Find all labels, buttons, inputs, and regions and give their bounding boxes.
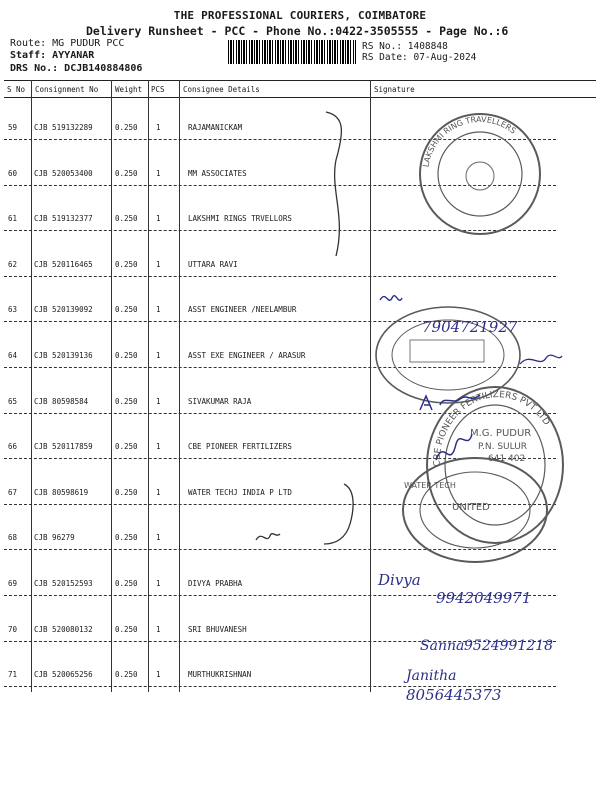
col-divider-sno (31, 80, 32, 692)
row-separator (4, 504, 556, 505)
row-consignee: WATER TECHJ INDIA P LTD (188, 487, 292, 497)
rs-date: RS Date: 07-Aug-2024 (362, 52, 477, 63)
row-pcs: 1 (156, 396, 161, 406)
staff-label: Staff: AYYANAR (10, 50, 95, 61)
row-sno: 59 (8, 123, 18, 132)
row-weight: 0.250 (115, 396, 138, 406)
row-separator (4, 230, 556, 231)
row-weight: 0.250 (115, 533, 138, 543)
row-weight: 0.250 (115, 442, 138, 452)
row-separator (4, 367, 556, 368)
pudur-stamp-line1: M.G. PUDUR (470, 428, 532, 439)
col-divider-weight (148, 80, 149, 692)
row-weight: 0.250 (115, 214, 138, 224)
row-pcs: 1 (156, 168, 161, 178)
row-consignee: RAJAMANICKAM (188, 123, 243, 132)
row-sno: 61 (8, 214, 18, 224)
row-consignee: MURTHUKRISHNAN (188, 670, 252, 680)
row-consignee: LAKSHMI RINGS TRVELLORS (188, 214, 292, 224)
row-weight: 0.250 (115, 579, 138, 588)
row-consignment-no: CJB 519132377 (34, 214, 93, 224)
route-label: Route: MG PUDUR PCC (10, 38, 125, 49)
row-consignment-no: CJB 520139136 (34, 351, 93, 360)
row-separator (4, 549, 556, 550)
row-consignment-no: CJB 520139092 (34, 305, 93, 315)
row-consignment-no: CJB 520053400 (34, 168, 93, 178)
handwritten-phone-1: 7904721927 (422, 318, 518, 336)
company-title: THE PROFESSIONAL COURIERS, COIMBATORE (173, 9, 427, 22)
row-weight: 0.250 (115, 487, 138, 497)
row-pcs: 1 (156, 487, 161, 497)
handwritten-name-3: Janitha (406, 668, 457, 684)
signature-row65 (420, 395, 480, 410)
row-separator (4, 686, 556, 687)
row-weight: 0.250 (115, 168, 138, 178)
row-sno: 65 (8, 396, 18, 406)
row-consignment-no: CJB 520065256 (34, 670, 93, 680)
row-separator (4, 595, 556, 596)
row-sno: 69 (8, 579, 18, 588)
row-consignee: SIVAKUMAR RAJA (188, 396, 252, 406)
row-pcs: 1 (156, 351, 161, 360)
row-sno: 63 (8, 305, 18, 315)
handwritten-name-1: Divya (378, 571, 421, 589)
row-sno: 70 (8, 624, 18, 634)
water-tech-stamp (403, 458, 547, 562)
row-separator (4, 458, 556, 459)
row-consignment-no: CJB 80598619 (34, 487, 89, 497)
col-header-pcs: PCS (151, 85, 165, 94)
signature-row66 (436, 434, 472, 460)
signature-row64 (520, 355, 562, 364)
row-sno: 60 (8, 168, 18, 178)
row-weight: 0.250 (115, 670, 138, 680)
pudur-stamp-line3: 641 402 (488, 454, 526, 464)
row-sno: 64 (8, 351, 18, 360)
row-pcs: 1 (156, 624, 161, 634)
row-consignee: ASST ENGINEER /NEELAMBUR (188, 305, 297, 315)
runsheet-subtitle: Delivery Runsheet - PCC - Phone No.:0422-3505555 - Page No.:6 (86, 24, 509, 38)
row-weight: 0.250 (115, 123, 138, 132)
col-header-signature: Signature (374, 85, 415, 94)
drs-number: DRS No.: DCJB140884806 (10, 63, 143, 74)
row-pcs: 1 (156, 533, 161, 543)
table-header-rule (4, 97, 596, 98)
handwritten-phone-2: 9942049971 (436, 589, 532, 607)
bracket-row67 (324, 484, 353, 544)
row-consignment-no: CJB 520117859 (34, 442, 93, 452)
col-divider-consignment (111, 80, 112, 692)
col-divider-consignee (370, 80, 371, 692)
row-consignee: MM ASSOCIATES (188, 168, 247, 178)
row-consignee: ASST EXE ENGINEER / ARASUR (188, 351, 306, 360)
handwritten-name-2: Sanna (420, 638, 465, 654)
row-consignee: UTTARA RAVI (188, 259, 238, 269)
row-sno: 66 (8, 442, 18, 452)
row-pcs: 1 (156, 579, 161, 588)
handwritten-phone-4: 8056445373 (406, 686, 502, 704)
row-sno: 62 (8, 259, 18, 269)
lakshmi-stamp (420, 114, 540, 234)
row-consignment-no: CJB 80598584 (34, 396, 89, 406)
row-consignee: DIVYA PRABHA (188, 579, 243, 588)
water-tech-stamp-text: WATER TECH (404, 481, 456, 490)
table-top-rule (4, 80, 596, 81)
row-separator (4, 321, 556, 322)
pioneer-stamp (427, 387, 563, 543)
handwritten-phone-3: 9524991218 (464, 638, 554, 654)
row-consignment-no: CJB 96279 (34, 533, 75, 543)
row-consignment-no: CJB 519132289 (34, 123, 93, 132)
row-pcs: 1 (156, 670, 161, 680)
lakshmi-stamp-text: LAKSHMI RING TRAVELLERS (421, 114, 518, 168)
row-separator (4, 276, 556, 277)
row-separator (4, 139, 556, 140)
rs-number: RS No.: 1408848 (362, 41, 448, 52)
row-sno: 67 (8, 487, 18, 497)
col-header-consignee: Consignee Details (183, 85, 260, 94)
col-header-consignment: Consignment No (35, 85, 99, 94)
row-pcs: 1 (156, 123, 161, 132)
row-separator (4, 413, 556, 414)
initials-row63 (380, 296, 402, 301)
row-sno: 71 (8, 670, 18, 680)
col-header-weight: Weight (115, 85, 143, 94)
row-pcs: 1 (156, 305, 161, 315)
row-separator (4, 185, 556, 186)
united-stamp-text: UNITED (452, 502, 490, 513)
col-header-sno: S No (7, 85, 26, 94)
row-pcs: 1 (156, 442, 161, 452)
pudur-stamp-line2: P.N. SULUR (478, 442, 528, 452)
row-consignee: SRI BHUVANESH (188, 624, 247, 634)
barcode (228, 40, 356, 64)
row-pcs: 1 (156, 259, 161, 269)
row-pcs: 1 (156, 214, 161, 224)
row-consignment-no: CJB 520080132 (34, 624, 93, 634)
row-weight: 0.250 (115, 624, 138, 634)
row-consignment-no: CJB 520116465 (34, 259, 93, 269)
pioneer-stamp-text: CBE PIONEER FERTILIZERS PVT LTD (432, 390, 552, 467)
row-weight: 0.250 (115, 351, 138, 360)
row-consignment-no: CJB 520152593 (34, 579, 93, 588)
row-separator (4, 641, 556, 642)
row-consignee: CBE PIONEER FERTILIZERS (188, 442, 292, 452)
row-weight: 0.250 (115, 305, 138, 315)
row-weight: 0.250 (115, 259, 138, 269)
initials-row68 (256, 534, 280, 540)
col-divider-pcs (179, 80, 180, 692)
row-sno: 68 (8, 533, 18, 543)
